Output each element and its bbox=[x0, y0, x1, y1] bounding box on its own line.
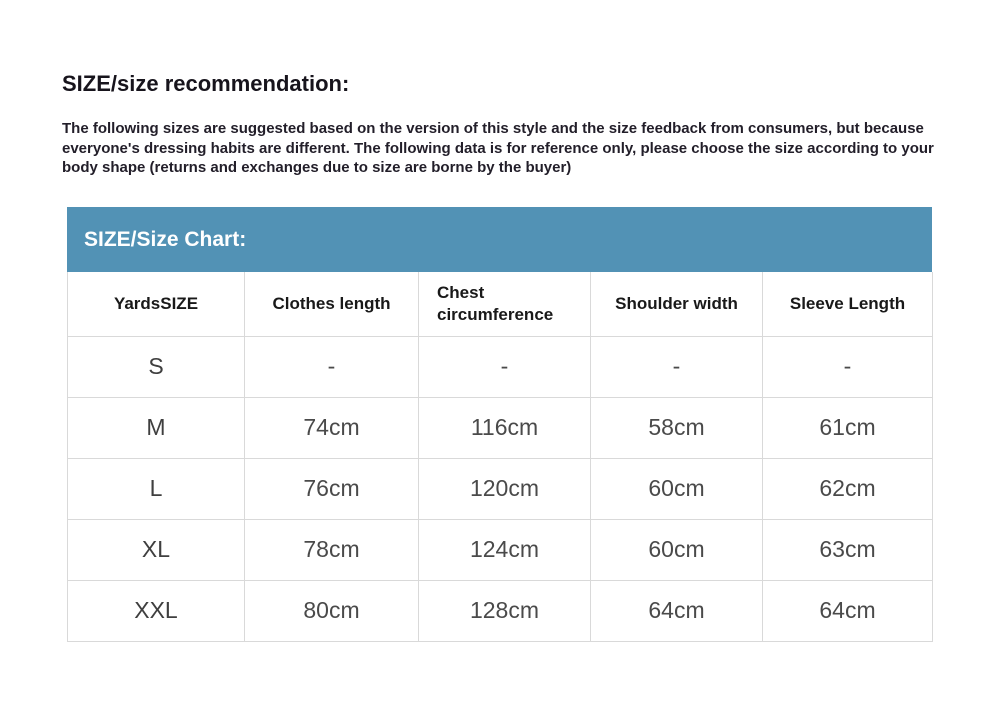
column-header: Chest circumference bbox=[419, 272, 591, 336]
table-row bbox=[68, 397, 933, 458]
size-chart-header-row bbox=[68, 272, 933, 336]
measurement-cell: 64cm bbox=[591, 580, 763, 641]
size-label-cell: XXL bbox=[68, 580, 245, 641]
measurement-cell: 124cm bbox=[419, 519, 591, 580]
column-header: YardsSIZE bbox=[68, 272, 245, 336]
table-row bbox=[68, 336, 933, 397]
measurement-cell: 60cm bbox=[591, 458, 763, 519]
measurement-cell: 80cm bbox=[245, 580, 419, 641]
measurement-cell: 120cm bbox=[419, 458, 591, 519]
page-title: SIZE/size recommendation: bbox=[62, 71, 350, 96]
size-chart-header-bar bbox=[67, 207, 932, 272]
measurement-cell: 76cm bbox=[245, 458, 419, 519]
measurement-cell: 116cm bbox=[419, 397, 591, 458]
size-label-cell: L bbox=[68, 458, 245, 519]
size-chart-table bbox=[67, 272, 933, 642]
measurement-cell: - bbox=[419, 336, 591, 397]
measurement-cell: 61cm bbox=[763, 397, 933, 458]
measurement-cell: 128cm bbox=[419, 580, 591, 641]
measurement-cell: 60cm bbox=[591, 519, 763, 580]
column-header: Clothes length bbox=[245, 272, 419, 336]
table-row bbox=[68, 458, 933, 519]
size-label-cell: XL bbox=[68, 519, 245, 580]
measurement-cell: - bbox=[591, 336, 763, 397]
measurement-cell: 64cm bbox=[763, 580, 933, 641]
measurement-cell: 62cm bbox=[763, 458, 933, 519]
size-label-cell: M bbox=[68, 397, 245, 458]
measurement-cell: - bbox=[763, 336, 933, 397]
measurement-cell: 78cm bbox=[245, 519, 419, 580]
column-header: Sleeve Length bbox=[763, 272, 933, 336]
table-row bbox=[68, 519, 933, 580]
column-header: Shoulder width bbox=[591, 272, 763, 336]
size-recommendation-text: The following sizes are suggested based on the version of this style and the size feedback from consumers, but because everyone's dressing habits are different. The following data is for reference only, please choose the size according to your body shape (returns and exchanges due to size are borne by the buyer) bbox=[62, 120, 934, 176]
measurement-cell: 63cm bbox=[763, 519, 933, 580]
measurement-cell: - bbox=[245, 336, 419, 397]
size-label-cell: S bbox=[68, 336, 245, 397]
measurement-cell: 74cm bbox=[245, 397, 419, 458]
table-row bbox=[68, 580, 933, 641]
size-chart-header-label: SIZE/Size Chart: bbox=[84, 227, 247, 251]
measurement-cell: 58cm bbox=[591, 397, 763, 458]
